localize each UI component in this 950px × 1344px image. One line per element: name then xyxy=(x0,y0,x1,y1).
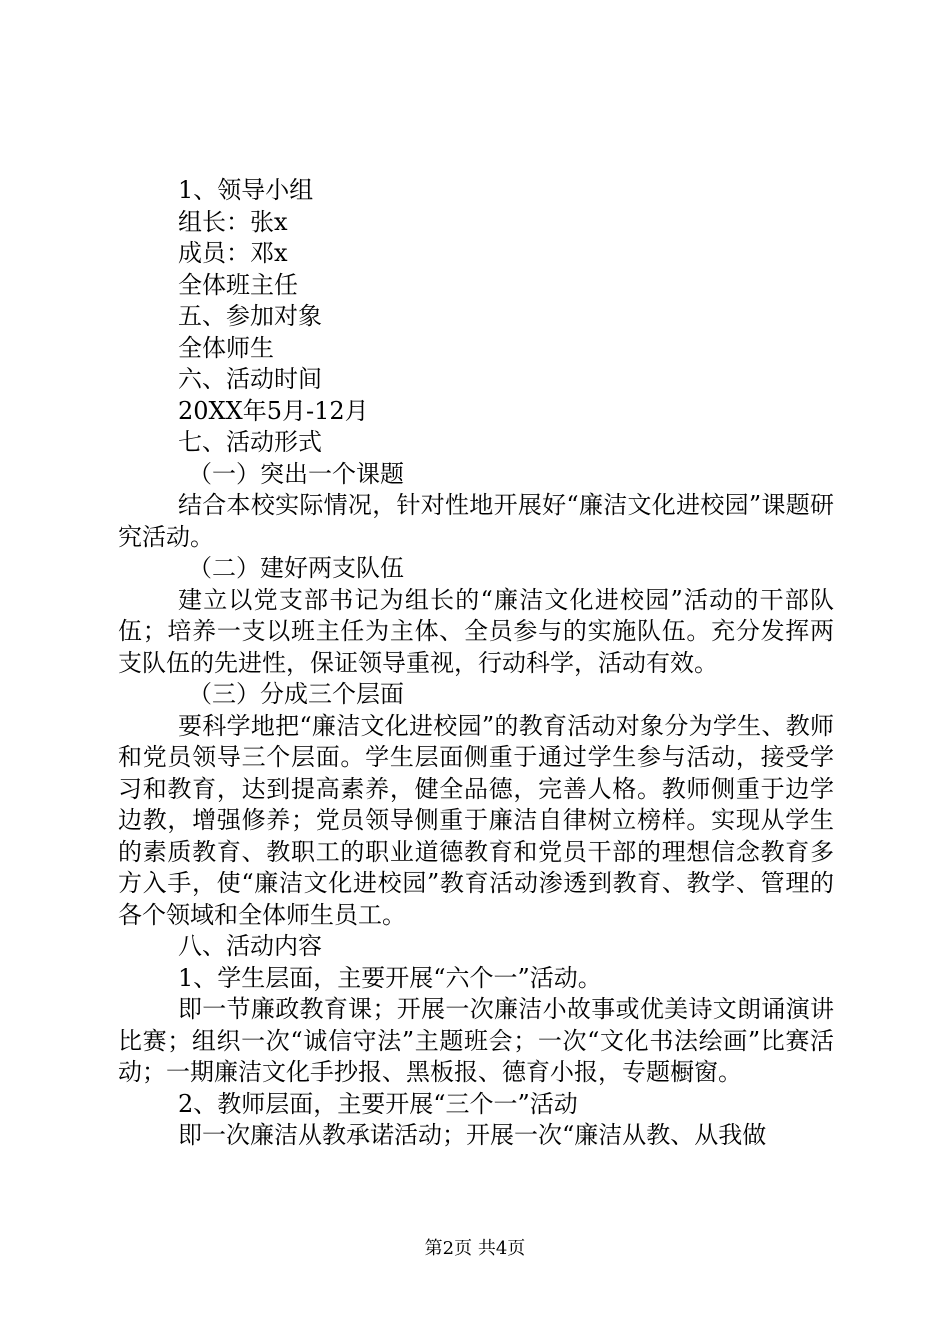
section-heading: 七、活动形式 xyxy=(178,428,322,456)
paragraph: 组长：张x xyxy=(178,207,288,236)
paragraph: 即一节廉政教育课；开展一次廉洁小故事或优美诗文朗诵演讲比赛；组织一次“诚信守法”主题班会；一次“文化书法绘画”比赛活动；一期廉洁文化手抄报、黑板报、德育小报，专题橱窗。 xyxy=(118,995,834,1086)
document-body xyxy=(118,175,834,1152)
paragraph: 全体班主任 xyxy=(178,270,298,299)
paragraph: 成员：邓x xyxy=(178,239,288,267)
subsection-heading: （二）建好两支队伍 xyxy=(188,554,404,582)
paragraph: 结合本校实际情况，针对性地开展好“廉洁文化进校园”课题研究活动。 xyxy=(118,491,834,551)
paragraph: 建立以党支部书记为组长的“廉洁文化进校园”活动的干部队伍；培养一支以班主任为主体、全员参与的实施队伍。充分发挥两支队伍的先进性，保证领导重视，行动科学，活动有效。 xyxy=(118,585,834,677)
paragraph: 即一次廉洁从教承诺活动；开展一次“廉洁从教、从我做 xyxy=(178,1121,767,1149)
paragraph: 20XX年5月-12月 xyxy=(178,396,369,425)
paragraph: 1、领导小组 xyxy=(178,176,314,204)
page-number-label: 第2页 共4页 xyxy=(424,1238,526,1259)
page-footer xyxy=(0,1237,950,1261)
section-heading: 六、活动时间 xyxy=(178,365,322,393)
subsection-heading: （三）分成三个层面 xyxy=(188,680,404,708)
section-heading: 八、活动内容 xyxy=(178,932,322,960)
paragraph: 全体师生 xyxy=(178,333,274,362)
paragraph: 要科学地把“廉洁文化进校园”的教育活动对象分为学生、教师和党员领导三个层面。学生层面侧重于通过学生参与活动，接受学习和教育，达到提高素养，健全品德，完善人格。教师侧重于边学边教，增强修养；党员领导侧重于廉洁自律树立榜样。实现从学生的素质教育、教职工的职业道德教育和党员干部的理想信念教育多方入手，使“廉洁文化进校园”教育活动渗透到教育、教学、管理的各个领域和全体师生员工。 xyxy=(118,711,834,929)
section-heading: 五、参加对象 xyxy=(178,302,322,330)
paragraph: 1、学生层面，主要开展“六个一”活动。 xyxy=(178,963,602,992)
subsection-heading: （一）突出一个课题 xyxy=(188,459,404,488)
paragraph: 2、教师层面，主要开展“三个一”活动 xyxy=(178,1089,578,1118)
